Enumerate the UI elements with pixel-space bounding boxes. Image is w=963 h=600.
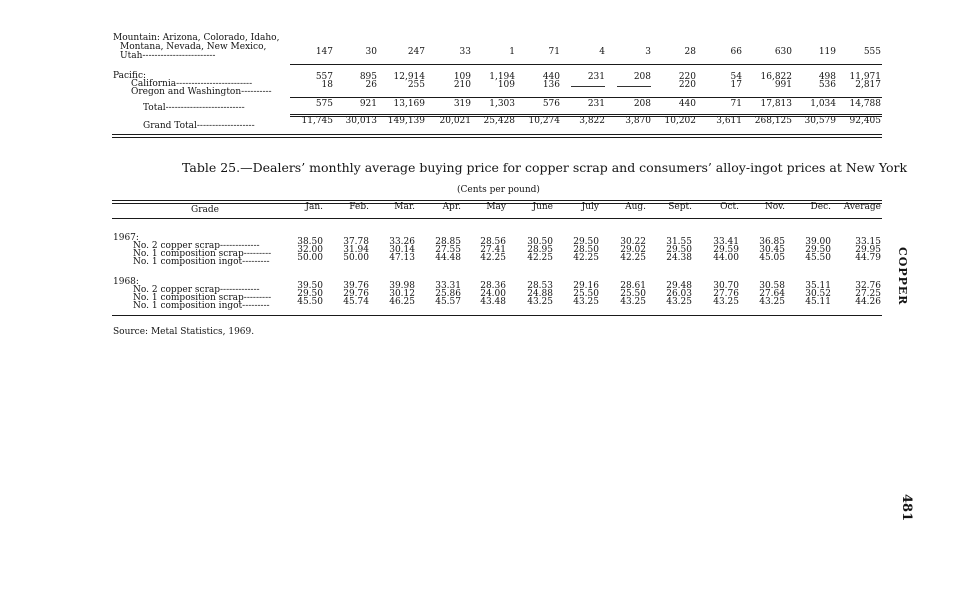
table-cell: 24.88 (527, 289, 553, 299)
table-cell: 29.16 (573, 281, 599, 291)
table-cell: 39.00 (805, 237, 831, 247)
california-label: California------------------------- (131, 79, 253, 89)
table-cell: 35.11 (805, 281, 831, 291)
table-cell: 39.76 (343, 281, 369, 291)
table-cell: 3,822 (579, 116, 605, 126)
table-cell: 71 (548, 47, 560, 57)
table-cell: 30.45 (759, 245, 785, 255)
table-cell: 24.38 (666, 253, 692, 263)
table-cell: 44.48 (435, 253, 461, 263)
table-cell: 42.25 (480, 253, 506, 263)
table-cell: 37.78 (343, 237, 369, 247)
table-cell: 33.31 (435, 281, 461, 291)
column-header: Grade (191, 205, 219, 215)
year-1968-label: 1968: (113, 277, 139, 287)
table-cell: 30,579 (804, 116, 836, 126)
column-header: Feb. (349, 202, 369, 212)
table-cell: 28.95 (527, 245, 553, 255)
table-cell: 575 (315, 99, 333, 109)
table-cell: 43.48 (480, 297, 506, 307)
source-note: Source: Metal Statistics, 1969. (113, 327, 255, 337)
table-cell: 10,274 (528, 116, 560, 126)
table-cell: 921 (359, 99, 377, 109)
table-cell: 47.13 (389, 253, 415, 263)
table-cell: 45.11 (805, 297, 831, 307)
table-cell: 50.00 (343, 253, 369, 263)
row-label: No. 1 composition scrap--------- (133, 249, 272, 259)
table-cell: 630 (774, 47, 792, 57)
table-cell: 30,013 (345, 116, 377, 126)
table-cell: 28 (684, 47, 696, 57)
table-cell: 536 (818, 80, 836, 90)
column-header: Apr. (442, 202, 461, 212)
table-cell: 1 (509, 47, 515, 57)
table-cell: 42.25 (620, 253, 646, 263)
table-cell: 43.25 (713, 297, 739, 307)
table-bottom-rule (112, 137, 882, 138)
table-cell: 18 (321, 80, 333, 90)
column-header: May (486, 202, 506, 212)
table-cell: 149,139 (387, 116, 425, 126)
table-cell: 29.95 (855, 245, 881, 255)
table-cell: 39.50 (297, 281, 323, 291)
column-header: Nov. (764, 202, 785, 212)
table-cell: 43.25 (573, 297, 599, 307)
table-cell: 44.26 (855, 297, 881, 307)
table-cell: 33 (459, 47, 471, 57)
table-cell: 27.41 (480, 245, 506, 255)
table-cell: 50.00 (297, 253, 323, 263)
table-cell: 17 (730, 80, 742, 90)
table-cell: 45.74 (343, 297, 369, 307)
table-cell: 30.70 (713, 281, 739, 291)
row-label: No. 1 composition ingot--------- (133, 257, 270, 267)
table-cell: 27.55 (435, 245, 461, 255)
table-cell: 24.00 (480, 289, 506, 299)
table-cell: 28.36 (480, 281, 506, 291)
table-cell: 14,788 (849, 99, 881, 109)
table-cell: 33.26 (389, 237, 415, 247)
table-bottom-rule (112, 315, 882, 316)
table-cell: 3,870 (625, 116, 651, 126)
column-header: Sept. (668, 202, 692, 212)
table-cell: 31.94 (343, 245, 369, 255)
table-cell: 208 (633, 72, 651, 82)
header-top-rule (112, 200, 882, 201)
table-cell: 2,817 (855, 80, 881, 90)
table-title: Table 25.—Dealers’ monthly average buying price for copper scrap and consumers’ alloy-ingot prices at New York (182, 160, 908, 175)
mountain-label-line-3: Utah------------------------ (120, 51, 216, 61)
table-cell: 26.03 (666, 289, 692, 299)
column-header: July (581, 202, 599, 212)
table-cell: 45.50 (297, 297, 323, 307)
table-cell: 45.05 (759, 253, 785, 263)
table-cell: 440 (542, 72, 560, 82)
empty-cell-dashes (617, 86, 651, 87)
grand-total-label: Grand Total------------------- (143, 121, 255, 131)
table-cell: 109 (497, 80, 515, 90)
table-cell: 20,021 (439, 116, 471, 126)
empty-cell-dashes (571, 86, 605, 87)
table-cell: 39.98 (389, 281, 415, 291)
row-label: No. 2 copper scrap------------- (133, 285, 260, 295)
table-cell: 29.48 (666, 281, 692, 291)
table-cell: 28.53 (527, 281, 553, 291)
table-cell: 12,914 (393, 72, 425, 82)
table-cell: 136 (542, 80, 560, 90)
table-cell: 29.76 (343, 289, 369, 299)
table-cell: 991 (774, 80, 792, 90)
table-cell: 36.85 (759, 237, 785, 247)
table-cell: 3,611 (716, 116, 742, 126)
table-cell: 30.58 (759, 281, 785, 291)
table-cell: 30.14 (389, 245, 415, 255)
table-cell: 3 (645, 47, 651, 57)
table-cell: 30.22 (620, 237, 646, 247)
table-cell: 29.50 (666, 245, 692, 255)
table-cell: 29.59 (713, 245, 739, 255)
table-cell: 43.25 (527, 297, 553, 307)
table-cell: 30 (365, 47, 377, 57)
row-label: No. 2 copper scrap------------- (133, 241, 260, 251)
column-header: Dec. (810, 202, 831, 212)
table-cell: 30.50 (527, 237, 553, 247)
table-cell: 43.25 (666, 297, 692, 307)
table-cell: 4 (599, 47, 605, 57)
table-cell: 30.12 (389, 289, 415, 299)
table-cell: 220 (678, 72, 696, 82)
table-cell: 46.25 (389, 297, 415, 307)
table-cell: 16,822 (760, 72, 792, 82)
table-subtitle: (Cents per pound) (457, 185, 540, 195)
table-cell: 31.55 (666, 237, 692, 247)
rule (290, 64, 882, 65)
table-cell: 220 (678, 80, 696, 90)
table-cell: 32.00 (297, 245, 323, 255)
table-cell: 66 (730, 47, 742, 57)
table-cell: 247 (407, 47, 425, 57)
table-cell: 45.50 (805, 253, 831, 263)
table-cell: 44.79 (855, 253, 881, 263)
mountain-label-line-2: Montana, Nevada, New Mexico, (120, 42, 267, 52)
table-cell: 42.25 (527, 253, 553, 263)
table-cell: 119 (818, 47, 836, 57)
page-number: 481 (899, 494, 914, 522)
table-bottom-rule (112, 134, 882, 135)
table-cell: 319 (453, 99, 471, 109)
table-cell: 54 (730, 72, 742, 82)
table-cell: 28.61 (620, 281, 646, 291)
table-cell: 45.57 (435, 297, 461, 307)
column-header: Aug. (625, 202, 646, 212)
rule (290, 114, 882, 115)
table-cell: 25.50 (573, 289, 599, 299)
side-section-label: COPPER (896, 247, 909, 306)
table-cell: 44.00 (713, 253, 739, 263)
table-cell: 25,428 (483, 116, 515, 126)
table-cell: 71 (730, 99, 742, 109)
column-header: Oct. (720, 202, 739, 212)
table-cell: 42.25 (573, 253, 599, 263)
table-cell: 17,813 (760, 99, 792, 109)
table-cell: 43.25 (620, 297, 646, 307)
table-cell: 11,745 (301, 116, 333, 126)
table-cell: 29.02 (620, 245, 646, 255)
table-cell: 92,405 (849, 116, 881, 126)
column-header: June (532, 202, 553, 212)
total-label: Total-------------------------- (143, 103, 245, 113)
table-cell: 231 (587, 99, 605, 109)
table-cell: 109 (453, 72, 471, 82)
table-cell: 1,194 (489, 72, 515, 82)
column-header: Average (843, 202, 881, 212)
table-cell: 25.86 (435, 289, 461, 299)
row-label: No. 1 composition scrap--------- (133, 293, 272, 303)
rule (290, 97, 882, 98)
table-cell: 1,034 (810, 99, 836, 109)
pacific-label: Pacific: (113, 71, 147, 81)
table-cell: 43.25 (759, 297, 785, 307)
header-bottom-rule (112, 218, 882, 219)
table-cell: 33.15 (855, 237, 881, 247)
table-cell: 38.50 (297, 237, 323, 247)
table-cell: 208 (633, 99, 651, 109)
table-cell: 555 (863, 47, 881, 57)
table-cell: 11,971 (849, 72, 881, 82)
table-cell: 29.50 (573, 237, 599, 247)
table-cell: 1,303 (489, 99, 515, 109)
column-header: Jan. (305, 202, 323, 212)
table-cell: 895 (359, 72, 377, 82)
table-cell: 557 (315, 72, 333, 82)
table-cell: 33.41 (713, 237, 739, 247)
table-cell: 268,125 (754, 116, 792, 126)
table-cell: 27.64 (759, 289, 785, 299)
mountain-label-line-1: Mountain: Arizona, Colorado, Idaho, (113, 33, 280, 43)
row-label: No. 1 composition ingot--------- (133, 301, 270, 311)
table-cell: 210 (453, 80, 471, 90)
table-cell: 13,169 (393, 99, 425, 109)
table-cell: 32.76 (855, 281, 881, 291)
table-cell: 30.52 (805, 289, 831, 299)
table-cell: 29.50 (297, 289, 323, 299)
table-cell: 231 (587, 72, 605, 82)
column-header: Mar. (394, 202, 415, 212)
table-cell: 28.50 (573, 245, 599, 255)
table-cell: 147 (315, 47, 333, 57)
year-1967-label: 1967: (113, 233, 139, 243)
table-cell: 28.56 (480, 237, 506, 247)
table-cell: 440 (678, 99, 696, 109)
table-cell: 25.50 (620, 289, 646, 299)
table-cell: 29.50 (805, 245, 831, 255)
oregon-label: Oregon and Washington---------- (131, 87, 272, 97)
table-cell: 10,202 (664, 116, 696, 126)
table-cell: 27.25 (855, 289, 881, 299)
table-cell: 576 (542, 99, 560, 109)
table-cell: 255 (407, 80, 425, 90)
table-cell: 27.76 (713, 289, 739, 299)
table-cell: 28.85 (435, 237, 461, 247)
table-cell: 498 (818, 72, 836, 82)
table-cell: 26 (365, 80, 377, 90)
